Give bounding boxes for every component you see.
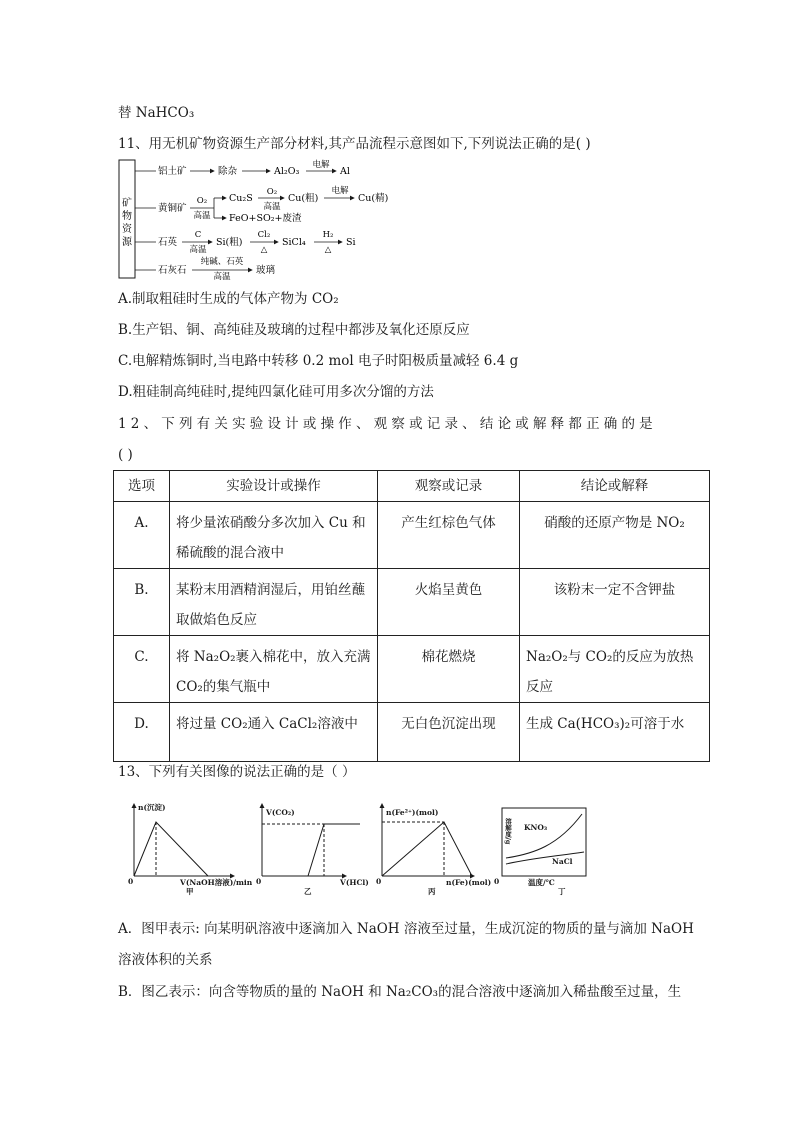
ore-limestone: 石灰石 xyxy=(158,265,187,276)
cond-o2: O₂ xyxy=(196,196,208,206)
bing-origin: 0 xyxy=(376,877,382,886)
cond-high-temp: 高温 xyxy=(263,202,281,212)
ding-series-kno3: KNO₃ xyxy=(524,823,548,832)
option-11d: D.粗硅制高纯硅时,提纯四氯化硅可用多次分馏的方法 xyxy=(118,384,434,400)
table-row xyxy=(114,502,710,569)
option-11b: B.生产铝、铜、高纯硅及玻璃的过程中都涉及氧化还原反应 xyxy=(118,322,470,338)
cell-operation: 将 Na₂O₂裹入棉花中，放入充满 CO₂的集气瓶中 xyxy=(170,636,378,703)
experiment-table xyxy=(113,470,710,762)
cell-conclusion: 生成 Ca(HCO₃)₂可溶于水 xyxy=(520,703,710,762)
cell-observation: 棉花燃烧 xyxy=(378,636,520,703)
cond-soda-quartz: 纯碱、石英 xyxy=(200,257,244,267)
question-11: 11、用无机矿物资源生产部分材料,其产品流程示意图如下,下列说法正确的是( ) xyxy=(118,136,591,152)
cond-h2: H₂ xyxy=(322,230,334,240)
product-al2o3: Al₂O₃ xyxy=(274,166,300,177)
yi-label: 乙 xyxy=(304,887,312,896)
product-si: Si xyxy=(346,237,356,248)
ore-chalcopyrite: 黄铜矿 xyxy=(158,203,187,214)
ore-quartz: 石英 xyxy=(158,237,178,248)
product-pure-cu: Cu(精) xyxy=(358,193,389,204)
header-conclusion: 结论或解释 xyxy=(520,471,710,502)
cell-option: B. xyxy=(114,569,170,636)
cond-electrolysis: 电解 xyxy=(331,186,349,196)
product-cu2s: Cu₂S xyxy=(229,193,253,204)
cell-operation: 将少量浓硝酸分多次加入 Cu 和稀硫酸的混合液中 xyxy=(170,502,378,569)
cell-observation: 产生红棕色气体 xyxy=(378,502,520,569)
ding-origin: 0 xyxy=(494,877,500,886)
source-char: 资 xyxy=(122,224,132,235)
cond-carbon: C xyxy=(194,230,202,240)
flow-diagram xyxy=(118,158,463,282)
cond-electrolysis: 电解 xyxy=(312,160,330,170)
product-crude-cu: Cu(粗) xyxy=(288,193,319,204)
table-row xyxy=(114,636,710,703)
option-11a: A.制取粗硅时生成的气体产物为 CO₂ xyxy=(118,291,339,307)
yi-x-label: V(HCl) xyxy=(340,878,369,887)
cond-high-temp: 高温 xyxy=(193,211,211,221)
option-13a-line1: A．图甲表示: 向某明矾溶液中逐滴加入 NaOH 溶液至过量，生成沉淀的物质的量与滴加 NaOH xyxy=(118,921,694,937)
cond-cl2: Cl₂ xyxy=(257,230,271,240)
cell-option: D. xyxy=(114,703,170,762)
question-12: 12、下列有关实验设计或操作、观察或记录、结论或解释都正确的是 xyxy=(118,416,657,432)
question-12-paren: ( ) xyxy=(118,447,133,463)
source-char: 源 xyxy=(122,237,132,248)
cell-conclusion: 该粉末一定不含钾盐 xyxy=(520,569,710,636)
bing-curve xyxy=(382,822,472,876)
ding-series-nacl: NaCl xyxy=(552,857,573,866)
byproduct: FeO+SO₂+废渣 xyxy=(229,213,302,224)
question-13: 13、下列有关图像的说法正确的是（ ） xyxy=(118,764,356,780)
cond-high-temp: 高温 xyxy=(189,245,207,255)
cell-observation: 无白色沉淀出现 xyxy=(378,703,520,762)
option-13b-line1: B．图乙表示：向含等物质的量的 NaOH 和 Na₂CO₃的混合溶液中逐滴加入稀盐酸至过量，生 xyxy=(118,984,682,1000)
table-row xyxy=(114,703,710,762)
cond-o2: O₂ xyxy=(266,187,278,197)
source-char: 矿 xyxy=(122,198,132,209)
cell-option: A. xyxy=(114,502,170,569)
cell-operation: 某粉末用酒精润湿后，用铂丝蘸取做焰色反应 xyxy=(170,569,378,636)
step-purify: 除杂 xyxy=(218,166,238,177)
table-row xyxy=(114,569,710,636)
cond-heat: △ xyxy=(324,245,332,255)
cond-heat: △ xyxy=(260,245,268,255)
product-al: Al xyxy=(340,166,350,177)
cell-operation: 将过量 CO₂通入 CaCl₂溶液中 xyxy=(170,703,378,762)
product-glass: 玻璃 xyxy=(256,265,276,276)
yi-curve xyxy=(308,824,360,876)
option-13a-line2: 溶液体积的关系 xyxy=(118,952,213,968)
ding-y-label: 溶解度/g xyxy=(504,818,512,845)
cell-conclusion: Na₂O₂与 CO₂的反应为放热反应 xyxy=(520,636,710,703)
jia-curve xyxy=(134,822,208,876)
product-crude-si: Si(粗) xyxy=(216,237,243,248)
header-operation: 实验设计或操作 xyxy=(170,471,378,502)
header-option: 选项 xyxy=(114,471,170,502)
jia-y-label: n(沉淀) xyxy=(138,803,166,812)
yi-y-label: V(CO₂) xyxy=(266,808,295,817)
jia-x-label: V(NaOH溶液)/min xyxy=(180,878,253,887)
option-11c: C.电解精炼铜时,当电路中转移 0.2 mol 电子时阳极质量减轻 6.4 g xyxy=(118,353,519,369)
cond-high-temp: 高温 xyxy=(213,272,231,282)
graphs-figure xyxy=(128,800,598,896)
yi-origin: 0 xyxy=(256,877,262,886)
cell-option: C. xyxy=(114,636,170,703)
ding-curve-kno3 xyxy=(506,814,582,858)
bing-label: 丙 xyxy=(428,887,436,896)
ding-label: 丁 xyxy=(558,887,566,896)
source-char: 物 xyxy=(122,211,132,222)
ding-x-label: 温度/℃ xyxy=(528,878,555,887)
bing-x-label: n(Fe)(mol) xyxy=(446,878,492,887)
top-fragment: 替 NaHCO₃ xyxy=(118,105,195,121)
cell-observation: 火焰呈黄色 xyxy=(378,569,520,636)
product-sicl4: SiCl₄ xyxy=(282,237,306,248)
header-observation: 观察或记录 xyxy=(378,471,520,502)
jia-label: 甲 xyxy=(186,887,194,896)
table-header-row xyxy=(114,471,710,502)
jia-origin: 0 xyxy=(128,877,134,886)
ore-bauxite: 铝土矿 xyxy=(158,166,187,177)
bing-y-label: n(Fe²⁺)(mol) xyxy=(386,808,439,817)
cell-conclusion: 硝酸的还原产物是 NO₂ xyxy=(520,502,710,569)
